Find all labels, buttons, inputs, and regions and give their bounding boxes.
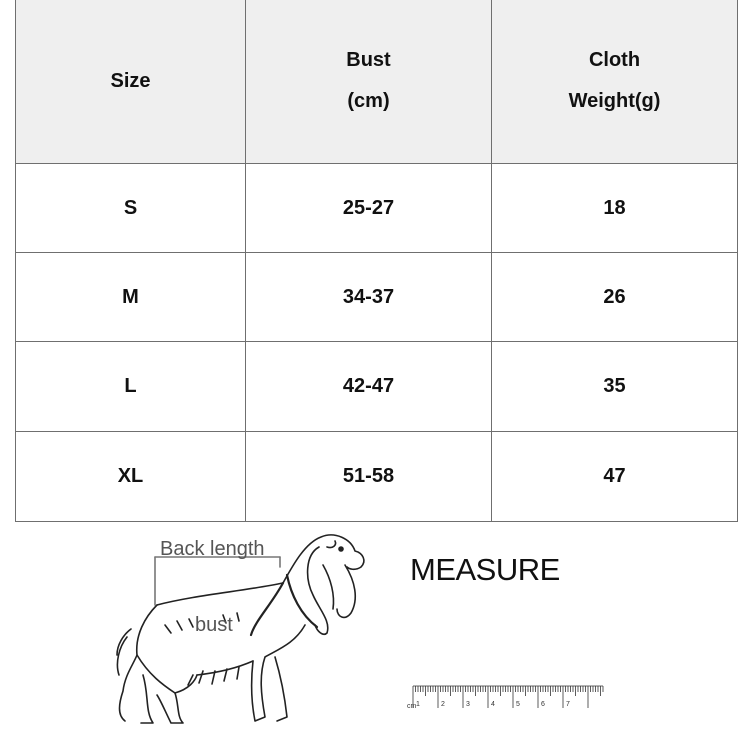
size-cell: M bbox=[16, 253, 246, 342]
weight-cell: 47 bbox=[492, 432, 738, 522]
size-cell: L bbox=[16, 342, 246, 432]
ruler-unit-label: cm bbox=[407, 703, 417, 710]
ruler-icon bbox=[405, 682, 605, 712]
header-bust-text: Bust bbox=[346, 49, 391, 71]
ruler-number: 6 bbox=[541, 701, 545, 708]
bust-cell: 34-37 bbox=[246, 253, 492, 342]
bust-cell: 42-47 bbox=[246, 342, 492, 432]
bust-cell: 25-27 bbox=[246, 164, 492, 253]
header-weight-text: Cloth bbox=[588, 49, 641, 71]
table-row bbox=[16, 253, 738, 342]
weight-cell: 26 bbox=[492, 253, 738, 342]
ruler-number: 2 bbox=[441, 701, 445, 708]
ruler-number: 5 bbox=[516, 701, 520, 708]
table-row bbox=[16, 432, 738, 522]
size-cell: XL bbox=[16, 432, 246, 522]
bust-label: bust bbox=[195, 614, 233, 636]
ruler-number: 4 bbox=[491, 701, 495, 708]
table-row bbox=[16, 164, 738, 253]
table-row bbox=[16, 342, 738, 432]
header-weight bbox=[492, 0, 738, 164]
size-cell: S bbox=[16, 164, 246, 253]
ruler-number: 7 bbox=[566, 701, 570, 708]
weight-cell: 18 bbox=[492, 164, 738, 253]
measure-title: MEASURE bbox=[410, 552, 560, 587]
ruler-number: 1 bbox=[416, 701, 420, 708]
bust-cell: 51-58 bbox=[246, 432, 492, 522]
header-bust bbox=[246, 0, 492, 164]
size-chart-table bbox=[15, 0, 738, 522]
header-size bbox=[16, 0, 246, 164]
ruler-number: 3 bbox=[466, 701, 470, 708]
back-length-label: Back length bbox=[160, 538, 265, 560]
table-header-row bbox=[16, 0, 738, 164]
weight-cell: 35 bbox=[492, 342, 738, 432]
header-size-text: Size bbox=[110, 69, 151, 92]
header-weight-unit: Weight(g) bbox=[568, 90, 661, 112]
header-bust-unit: (cm) bbox=[347, 90, 390, 112]
